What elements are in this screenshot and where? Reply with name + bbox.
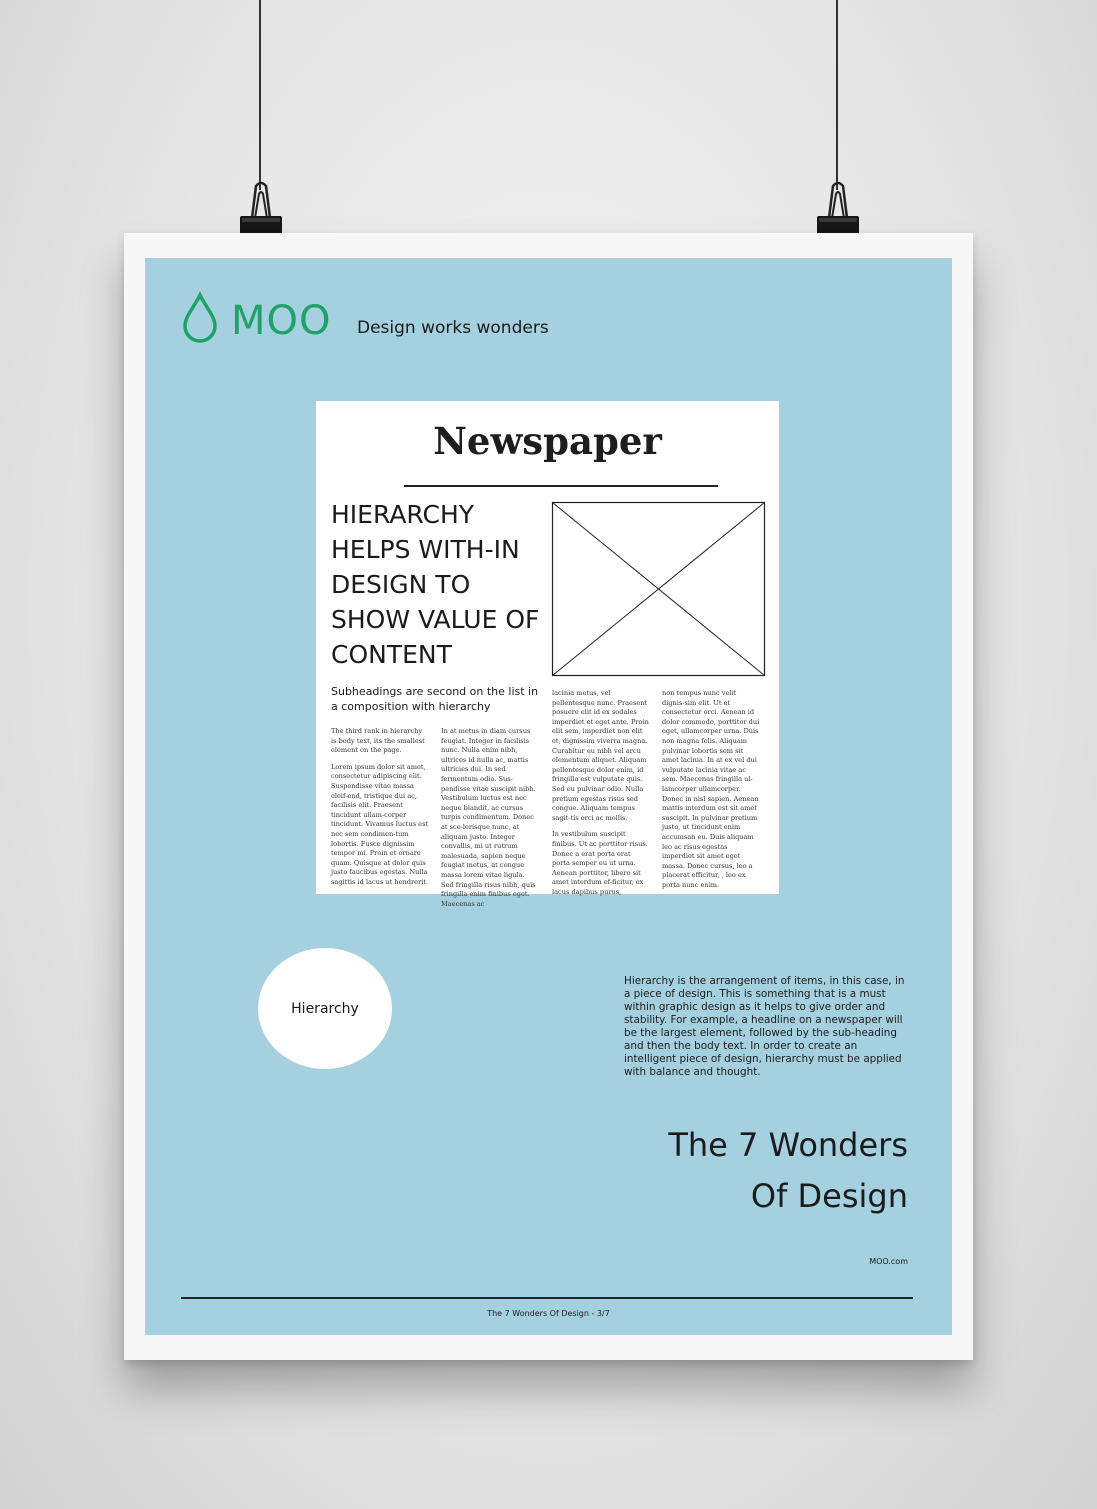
brand-name: MOO — [231, 298, 332, 344]
body-paragraph: In at metus in diam cursus feugiat. Integer in facilisis nunc. Nulla enim nibh, ultrices id nulla ac, mattis ultricies dui. In sed fermentum odio. Sus-pendisse vitae suscipit nibh. Vestibulum luctus est nec neque blandit, ac cursus turpis condimentum. Donec at sce-lerisque nunc, at aliquam justo. Integer convallis, mi ut rutrum malesuada, sapien neque feugiat metus, at congue massa lorem vitae ligula. Sed fringilla risus nibh, quis fringilla enim finibus eget. Maecenas ac — [441, 727, 536, 908]
body-paragraph: The third rank in hierarchy is body text, its the smallest element on the page. — [331, 727, 425, 755]
body-column-1 — [331, 727, 429, 887]
title-divider — [404, 485, 718, 487]
hanging-wire-right — [836, 0, 838, 190]
series-title-line-1: The 7 Wonders — [668, 1126, 908, 1164]
moo-logo — [181, 292, 601, 348]
series-title — [588, 1120, 908, 1222]
footer-text: The 7 Wonders Of Design - 3/7 — [487, 1309, 610, 1318]
newspaper-sheet — [316, 401, 779, 908]
body-column-4 — [662, 689, 760, 887]
poster-panel — [145, 258, 952, 1335]
hanging-wire-left — [259, 0, 261, 190]
drop-icon — [181, 292, 219, 344]
body-paragraph: non tempus nunc velit dignis-sim elit. Ut et consectetur orci. Aenean id dolor commodo, porttitor dui eget, ullamcorper urna. Duis non magna felis. Aliquam pulvinar lobortis sem sit amet lacinia. In at ex vel dui vulputate lacinia vitae ac sem. Maecenas fringilla ul-lamcorper ullamcorper. Donec in nisl sapien. Aenean mattis interdum est sit amet suscipit. In pulvinar pretium justo, ut tincidunt enim accumsan eu. Duis aliquam leo ac risus egestas imperdiet sit amet eget massa. Donec cursus, leo a placerat efficitur, , leo ex porta nunc enim. — [662, 689, 760, 889]
series-title-line-2: Of Design — [750, 1177, 908, 1215]
image-placeholder-icon — [552, 502, 765, 676]
concept-badge — [258, 948, 392, 1069]
body-column-3 — [552, 689, 650, 896]
body-column-2 — [441, 727, 539, 908]
footer-divider — [181, 1297, 913, 1299]
poster — [124, 233, 973, 1360]
body-paragraph: Lorem ipsum dolor sit amet, consectetur adipiscing elit. Suspendisse vitae massa eleif-end, tristique dui ac, facilisis elit. Praesent tincidunt ullam-corper tincidunt. Vivamus luctus est nec sem condimen-tum lobortis. Fusce dignissim tempor mi. Proin et ornare quam. Quisque at dolor quis justo faucibus egestas. Nulla sagittis id lacus ut hendrerit. — [331, 762, 429, 886]
concept-label: Hierarchy — [291, 1000, 359, 1017]
body-paragraph: In vestibulum suscipit finibus. Ut ac porttitor risus. Donec a erat porta erat porta semper eu ut urna. Aenean porttitor, libero sit amet interdum ef-ficitur, ex lacus dapibus purus, — [552, 830, 648, 896]
newspaper-subheading: Subheadings are second on the list in a composition with hierarchy — [331, 685, 539, 713]
newspaper-headline: HIERARCHY HELPS WITH-IN DESIGN TO SHOW VALUE OF CONTENT — [331, 500, 540, 669]
website-text: MOO.com — [869, 1257, 908, 1266]
newspaper-title: Newspaper — [433, 419, 662, 463]
body-paragraph: lacinia metus, vel pellentesque nunc. Praesent posuere elit id ex sodales imperdiet et eget ante. Proin elit sem, imperdiet non elit et, dignissim viverra magna. Curabitur eu nibh vel arcu elementum aliquet. Aliquam pellentesque dolor enim, id fringilla est vulputate quis. Sed eu pulvinar odio. Nulla pretium egestas risus sed congue. Aliquam tempus sagit-tis orci ac mollis. — [552, 689, 649, 822]
concept-description: Hierarchy is the arrangement of items, in this case, in a piece of design. This is something that is a must within graphic design as it helps to give order and stability. For example, a headline on a newspaper will be the largest element, followed by the sub-heading and then the body text. In order to create an intelligent piece of design, hierarchy must be applied with balance and thought. — [624, 975, 905, 1078]
brand-tagline: Design works wonders — [357, 318, 549, 338]
